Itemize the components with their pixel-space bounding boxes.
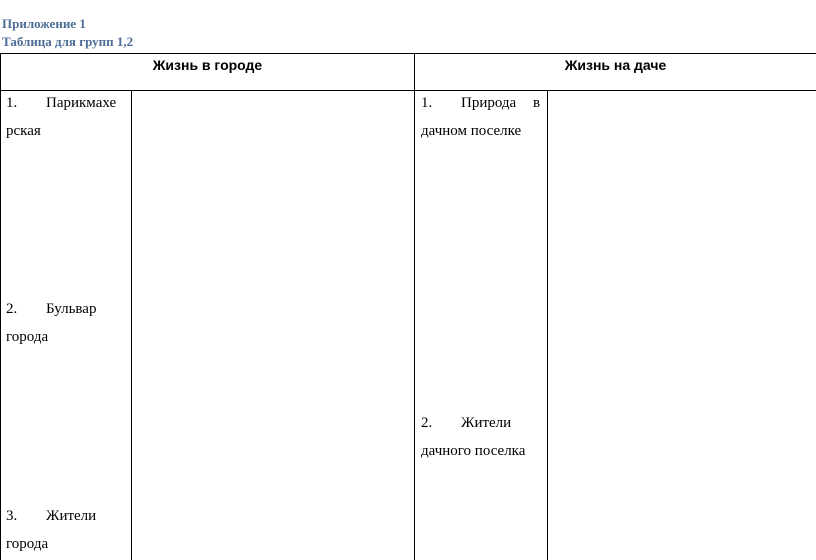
item-text-cont: города: [6, 329, 49, 345]
column-header-city: Жизнь в городе: [152, 57, 263, 73]
item-text-cont: дачном поселке: [421, 123, 522, 139]
list-item: [6, 89, 128, 145]
list-item: [6, 502, 128, 558]
item-text: Бульвар: [46, 301, 97, 317]
item-number: 1.: [6, 95, 18, 111]
city-subcolumn-divider: [131, 90, 132, 560]
item-text: Жители: [461, 415, 512, 431]
table-top-border: [0, 53, 816, 54]
column-header-dacha: Жизнь на даче: [564, 57, 667, 73]
item-text-cont: рская: [6, 123, 41, 139]
item-text: Парикмахе: [46, 95, 117, 111]
list-item: [421, 89, 543, 145]
table-caption: Таблица для групп 1,2: [2, 34, 134, 49]
list-item: [421, 409, 543, 465]
item-text-end: в: [533, 95, 541, 111]
column-divider: [414, 53, 415, 560]
item-number: 2.: [421, 415, 433, 431]
item-text-cont: города: [6, 536, 49, 552]
item-text-cont: дачного поселка: [421, 443, 526, 459]
item-text: Жители: [46, 508, 97, 524]
item-number: 1.: [421, 95, 433, 111]
item-number: 2.: [6, 301, 18, 317]
list-item: [6, 295, 128, 351]
table-left-border: [0, 53, 1, 560]
dacha-subcolumn-divider: [547, 90, 548, 560]
item-text: Природа: [461, 95, 517, 111]
item-number: 3.: [6, 508, 18, 524]
appendix-title: Приложение 1: [2, 16, 86, 31]
